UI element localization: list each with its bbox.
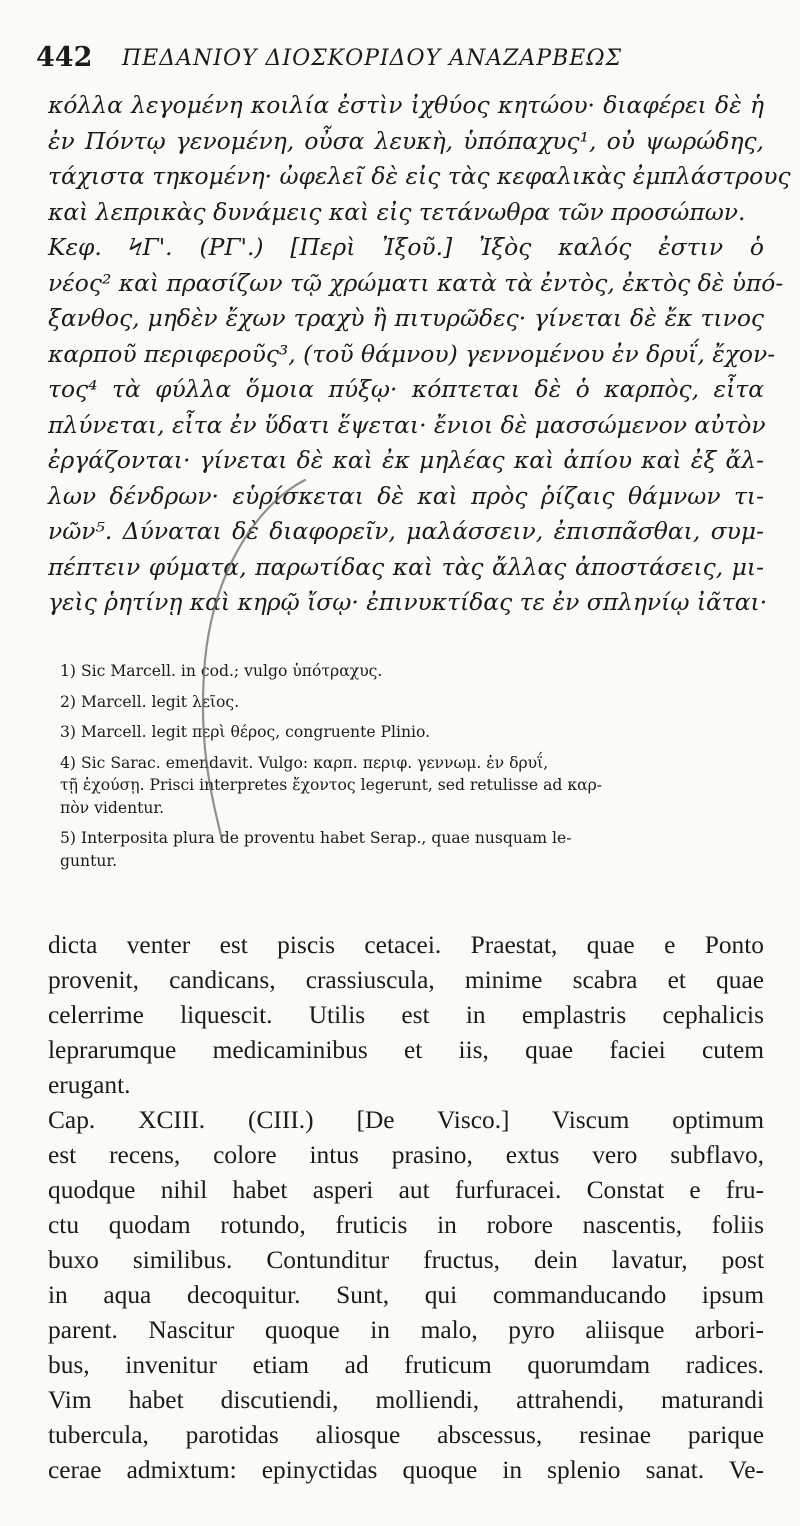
latin-text-block xyxy=(48,928,764,1488)
page-number: 442 xyxy=(36,42,93,73)
latin-line: in aqua decoquitur. Sunt, qui commanducando ipsum xyxy=(48,1281,764,1309)
footnotes xyxy=(60,660,760,880)
latin-line: leprarumque medicaminibus et iis, quae faciei cutem xyxy=(48,1036,764,1064)
greek-chapter-heading-line: Κεφ. ϞΓ'. (ΡΓ'.) [Περὶ Ἰξοῦ.] Ἰξὸς καλός ἐστιν ὁ xyxy=(48,233,764,261)
footnote-3 xyxy=(60,721,760,744)
greek-line: πέπτειν φύματα, παρωτίδας καὶ τὰς ἄλλας ἀποστάσεις, μι- xyxy=(48,552,764,581)
footnote-4 xyxy=(60,752,760,820)
footnote-line: guntur. xyxy=(60,851,118,870)
latin-chapter-heading-line: Cap. XCIII. (CIII.) [De Visco.] Viscum optimum xyxy=(48,1106,764,1134)
greek-line: κόλλα λεγομένη κοιλία ἐστὶν ἰχθύος κητώου· διαφέρει δὲ ἡ xyxy=(48,91,764,119)
footnote-2 xyxy=(60,691,760,714)
footnote-line: 2) Marcell. legit λεῖος. xyxy=(60,692,240,711)
latin-line: buxo similibus. Contunditur fructus, dein lavatur, post xyxy=(48,1246,764,1274)
latin-line: est recens, colore intus prasino, extus vero subflavo, xyxy=(48,1141,764,1169)
footnote-line: 1) Sic Marcell. in cod.; vulgo ὑπότραχυς. xyxy=(60,662,383,680)
footnote-1 xyxy=(60,660,760,683)
running-title: ΠΕΔΑΝΙΟΥ ΔΙΟΣΚΟΡΙΔΟΥ ΑΝΑΖΑΡΒΕΩΣ xyxy=(122,46,623,71)
latin-line: dicta venter est piscis cetacei. Praestat, quae e Ponto xyxy=(48,931,764,959)
greek-line: καὶ λεπρικὰς δυνάμεις καὶ εἰς τετάνωθρα τῶν προσώπων. xyxy=(48,197,746,226)
greek-line: νέος² καὶ πρασίζων τῷ χρώματι κατὰ τὰ ἐντὸς, ἐκτὸς δὲ ὑπό- xyxy=(48,268,784,297)
footnote-line: πὸν videntur. xyxy=(60,798,165,817)
latin-line: provenit, candicans, crassiuscula, minime scabra et quae xyxy=(48,966,764,994)
greek-line: λων δένδρων· εὑρίσκεται δὲ καὶ πρὸς ῥίζαις θάμνων τι- xyxy=(48,481,764,510)
greek-line: ξανθος, μηδὲν ἔχων τραχὺ ἢ πιτυρῶδες· γίνεται δὲ ἔκ τινος xyxy=(48,304,764,332)
latin-line: ctu quodam rotundo, fruticis in robore nascentis, foliis xyxy=(48,1211,764,1239)
latin-line: bus, invenitur etiam ad fruticum quorumdam radices. xyxy=(48,1351,764,1379)
footnote-line: 4) Sic Sarac. emendavit. Vulgo: καρπ. περιφ. γεννωμ. ἐν δρυΐ, xyxy=(60,753,549,772)
footnote-line: 3) Marcell. legit περὶ θέρος, congruente Plinio. xyxy=(60,723,431,741)
latin-line: tubercula, parotidas aliosque abscessus, resinae parique xyxy=(48,1421,764,1449)
greek-line: τος⁴ τὰ φύλλα ὅμοια πύξῳ· κόπτεται δὲ ὁ καρπὸς, εἶτα xyxy=(48,375,764,403)
greek-text-block xyxy=(48,88,791,621)
footnote-line: τῇ ἐχούσῃ. Prisci interpretes ἔχοντος legerunt, sed retulisse ad καρ- xyxy=(60,776,603,794)
latin-line: parent. Nascitur quoque in malo, pyro aliisque arbori- xyxy=(48,1316,764,1344)
page-header xyxy=(32,38,772,78)
footnote-5 xyxy=(60,827,760,872)
greek-line: τάχιστα τηκομένη· ὠφελεῖ δὲ εἰς τὰς κεφαλικὰς ἐμπλάστρους xyxy=(48,162,791,190)
latin-line: Vim habet discutiendi, molliendi, attrahendi, maturandi xyxy=(48,1386,764,1414)
latin-line: erugant. xyxy=(48,1071,131,1099)
greek-line: γεὶς ῥητίνῃ καὶ κηρῷ ἴσῳ· ἐπινυκτίδας τε ἐν σπληνίῳ ἰᾶται· xyxy=(48,588,768,616)
greek-line: ἐν Πόντῳ γενομένη, οὖσα λευκὴ, ὑπόπαχυς¹, οὐ ψωρώδης, xyxy=(48,126,764,155)
greek-line: νῶν⁵. Δύναται δὲ διαφορεῖν, μαλάσσειν, ἐπισπᾶσθαι, συμ- xyxy=(48,517,764,545)
latin-line: quodque nihil habet asperi aut furfuracei. Constat e fru- xyxy=(48,1176,764,1204)
footnote-line: 5) Interposita plura de proventu habet Serap., quae nusquam le- xyxy=(60,829,572,847)
greek-line: καρποῦ περιφεροῦς³, (τοῦ θάμνου) γεννομένου ἐν δρυΐ, ἔχον- xyxy=(48,339,776,368)
greek-line: πλύνεται, εἶτα ἐν ὕδατι ἕψεται· ἔνιοι δὲ μασσώμενον αὐτὸν xyxy=(48,410,766,439)
greek-line: ἐργάζονται· γίνεται δὲ καὶ ἐκ μηλέας καὶ ἀπίου καὶ ἐξ ἄλ- xyxy=(48,446,764,474)
latin-line: celerrime liquescit. Utilis est in emplastris cephalicis xyxy=(48,1001,764,1029)
latin-line: cerae admixtum: epinyctidas quoque in splenio sanat. Ve- xyxy=(48,1456,764,1484)
